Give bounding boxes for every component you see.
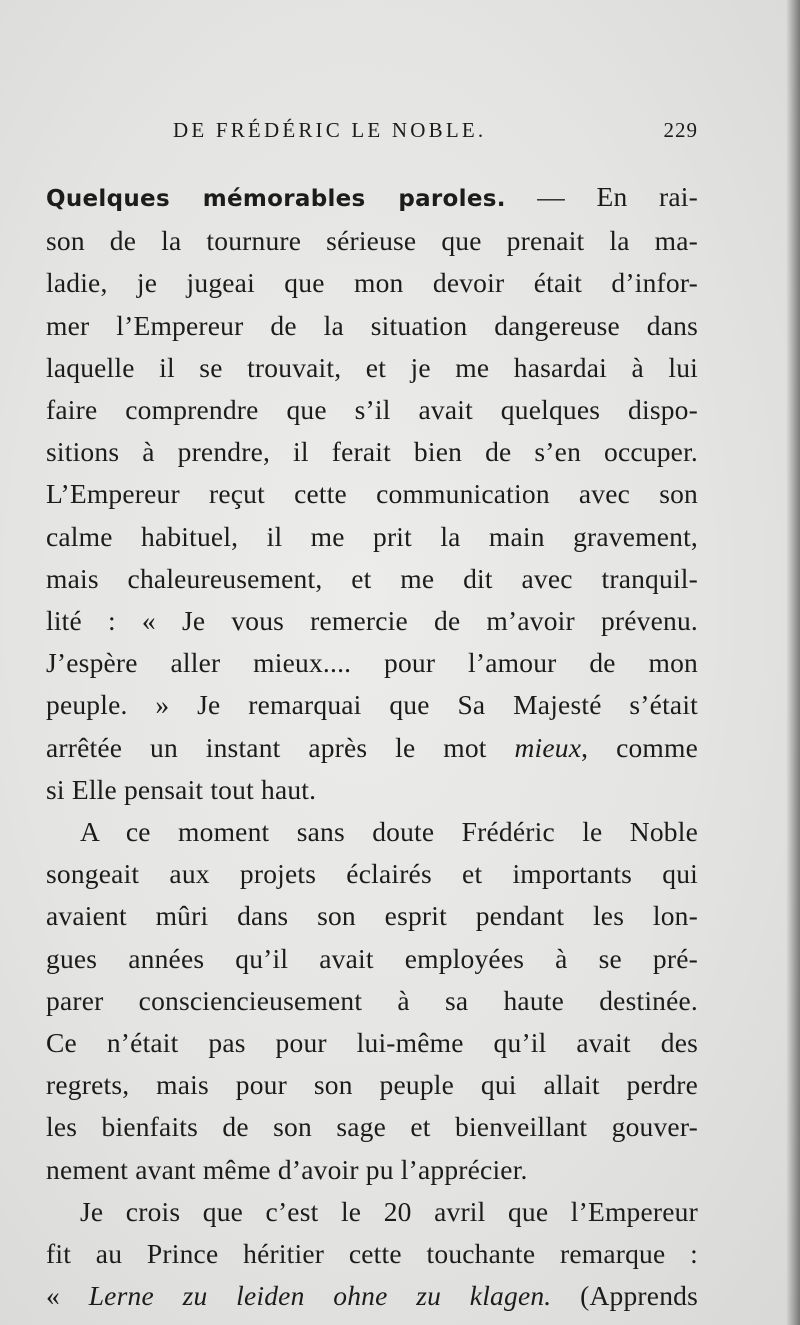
text-line: Je crois que c’est le 20 avril que l’Empereur — [80, 1195, 698, 1227]
running-head — [48, 118, 698, 148]
running-head-title: DE FRÉDÉRIC LE NOBLE. — [173, 118, 487, 142]
text-line: « Lerne zu leiden ohne zu klagen. (Apprends — [46, 1280, 698, 1312]
text-line: J’espère aller mieux.... pour l’amour de mon — [46, 647, 698, 679]
page-number: 229 — [663, 118, 698, 142]
text-line: ladie, je jugeai que mon devoir était d’infor- — [46, 267, 698, 299]
text-line: nement avant même d’avoir pu l’apprécier. — [46, 1153, 528, 1185]
italic-word: mieux — [514, 731, 582, 763]
text-line: avaient mûri dans son esprit pendant les lon- — [46, 900, 698, 932]
text-line: parer consciencieusement à sa haute destinée. — [46, 984, 698, 1016]
text-line: mer l’Empereur de la situation dangereuse dans — [46, 309, 698, 341]
body-text — [46, 176, 698, 1317]
text-line: Ce n’était pas pour lui-même qu’il avait des — [46, 1027, 698, 1059]
text-line: regrets, mais pour son peuple qui allait perdre — [46, 1069, 698, 1101]
text-line: les bienfaits de son sage et bienveillant gouver- — [46, 1111, 698, 1143]
text-line: songeait aux projets éclairés et importants qui — [46, 858, 698, 890]
text-line: son de la tournure sérieuse que prenait la ma- — [46, 225, 698, 257]
text-line: fit au Prince héritier cette touchante remarque : — [46, 1238, 698, 1270]
text-line: laquelle il se trouvait, et je me hasardai à lui — [46, 351, 698, 383]
text-line: arrêtée un instant après le mot mieux, comme — [46, 731, 699, 763]
text-line: si Elle pensait tout haut. — [46, 773, 317, 805]
text-line: gues années qu’il avait employées à se pré- — [46, 942, 698, 974]
text-line: calme habituel, il me prit la main gravement, — [46, 520, 698, 552]
text-line: peuple. » Je remarquai que Sa Majesté s’était — [46, 689, 698, 721]
text-line: sitions à prendre, il ferait bien de s’en occuper. — [46, 436, 698, 468]
italic-german-phrase: Lerne zu leiden ohne zu klagen. — [88, 1280, 552, 1312]
text-line: lité : « Je vous remercie de m’avoir prévenu. — [46, 605, 698, 637]
text-line: Quelques mémorables paroles. — En rai- — [46, 181, 698, 212]
text-line: faire comprendre que s’il avait quelques dispo- — [46, 394, 698, 426]
text-line: mais chaleureusement, et me dit avec tranquil- — [46, 562, 698, 594]
text-line: A ce moment sans doute Frédéric le Noble — [80, 816, 698, 848]
section-heading: Quelques mémorables paroles. — [46, 186, 506, 212]
text-line: L’Empereur reçut cette communication avec son — [46, 478, 698, 510]
